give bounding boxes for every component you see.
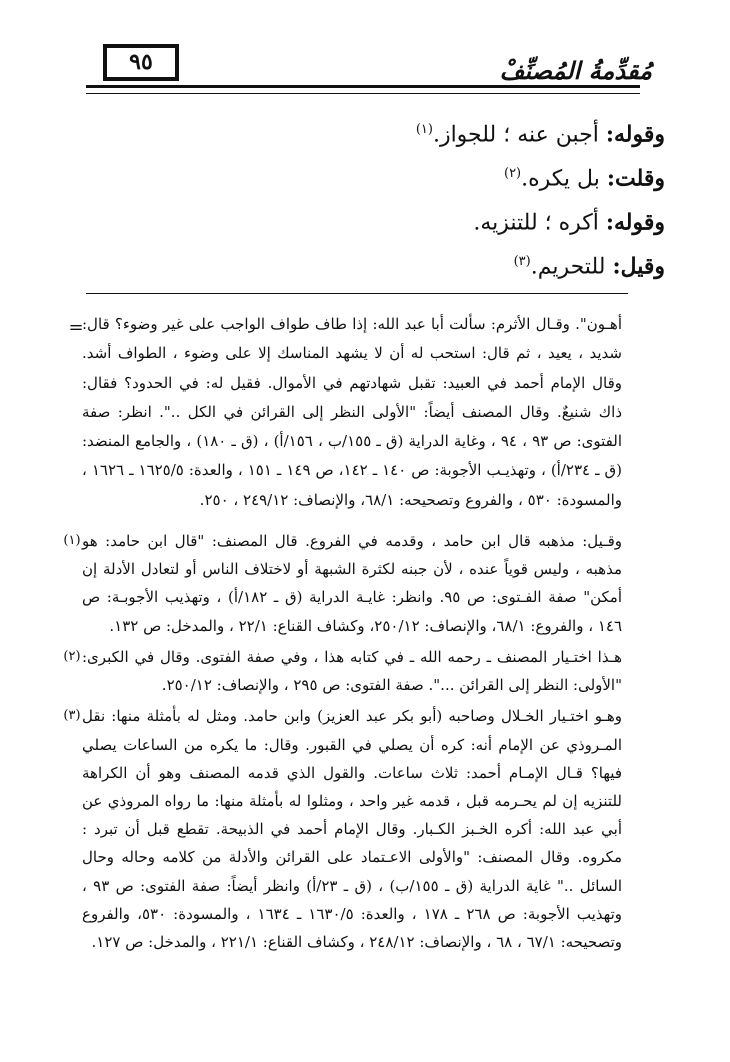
footnote-ref: (٣) [513, 254, 531, 269]
saying-line [105, 152, 665, 196]
saying-text: للتحريم. [530, 254, 606, 280]
saying-line [105, 196, 665, 240]
footnote-continued [0, 310, 730, 515]
header-rule-thin [86, 93, 640, 94]
footnote-marker: (١) [63, 533, 81, 549]
saying-text: أجبن عنه ؛ للجواز. [432, 122, 599, 148]
saying-line [105, 108, 665, 152]
footnote [0, 702, 730, 956]
footnote-text: هـذا اختـيار المصنف ـ رحمه الله ـ في كتابه هذا ، وفي صفة الفتوى. وقال في الكبرى: "الأولى: النظر إلى القرائن ...". صفة الفتوى: ص ٢٩٥ ، والإنصاف: ٢٥٠/١٢. [82, 647, 622, 695]
footnote-marker: (٣) [63, 708, 81, 724]
footnote-text: أهـون". وقـال الأثرم: سألت أبا عبد الله: إذا طاف طواف الواجب على غير وضوء؟ قال: شديد ، يعيد ، ثم قال: استحب له أن لا يشهد المناسك إلا على وضوء ، الطواف أشد. وقال الإمام أحمد في العبيد: تقبل شهادتهم في الأموال. فقيل له: في الحدود؟ فقال: ذاك شنيعٌ. وقال المصنف أيضاً: "الأولى النظر إلى القرائن في الكل ..". انظر: صفة الفتوى: ص ٩٣ ، ٩٤ ، وغاية الدراية (ق ـ ١٥٥/ب ، ١٥٦/أ) ، (ق ـ ١٨٠) ، والجامع المنضد: (ق ـ ٢٣٤/أ) ، وتهذيـب الأجوبة: ص ١٤٠ ـ ١٤٢، ص ١٤٩ ـ ١٥١ ، والعدة: ١٦٢٥/٥ ـ ١٦٢٦ ، والمسودة: ٥٣٠ ، والفروع وتصحيحه: ٦٨/١، والإنصاف: ٢٤٩/١٢ ، ٢٥٠. [82, 315, 623, 509]
saying-text: أكره ؛ للتنزيه. [473, 210, 599, 236]
footnote-text: وقـيل: مذهبه قال ابن حامد ، وقدمه في الفروع. قال المصنف: "قال ابن حامد: هو مذهبه ، وليس قوياً عنده ، لأن جبنه لكثرة الشبهة أو لاختلاف الناس أو لتعادل الأدلة إن أمكن" صفة الفـتوى: ص ٩٥. وانظر: غايـة الدراية (ق ـ ١٨٢/أ) ، وتهذيب الأجوبـة: ص ١٤٦ ، والفروع: ٦٨/١، والإنصاف: ٢٥٠/١٢، وكشاف القناع: ٢٢/١ ، والمدخل: ص ١٣٢. [82, 532, 622, 635]
footnote-marker: = [68, 317, 84, 338]
footnotes [0, 310, 730, 956]
saying-label: وقيل: [612, 253, 665, 280]
saying-label: وقلت: [606, 165, 665, 192]
sayings-list [105, 108, 665, 284]
footnote-ref: (١) [415, 122, 433, 137]
page-number: ٩٥ [103, 44, 179, 81]
running-header-title: مُقدِّمةُ المُصنِّفْ [499, 56, 652, 85]
footnote-separator [86, 293, 628, 294]
footnote-text: وهـو اختـيار الخـلال وصاحبه (أبو بكر عبد العزيز) وابن حامد. ومثل له بأمثلة منها: نقل المـروذي عن الإمام أنه: كره أن يصلي في القبور. وقال: ما يكره من الساعات يصلي فيها؟ قـال الإمـام أحمد: ثلاث ساعات. والقول الذي قدمه المصنف وهو أن الكراهة للتنزيه إن لم يحـرمه قبل ، قدمه غير واحد ، ومثلوا له بأمثلة منها: ما رواه المروذي عن أبي عبد الله: أكره الخـبز الكـبار. وقال الإمام أحمد في الذبيحة. تقطع قبل أن تبرد : مكروه. وقال المصنف: "والأولى الاعـتماد على القرائن والأدلة من كلامه وحاله وحال السائل .." غاية الدراية (ق ـ ١٥٥/ب) ، (ق ـ ٢٣/أ) وانظر أيضاً: صفة الفتوى: ص ٩٣ ، وتهذيب الأجوبة: ص ٢٦٨ ـ ١٧٨ ، والعدة: ١٦٣٠/٥ ـ ١٦٣٤ ، والمسودة: ٥٣٠، والفروع وتصحيحه: ٦٧/١ ، ٦٨ ، والإنصاف: ٢٤٨/١٢ ، وكشاف القناع: ٢٢١/١ ، والمدخل: ص ١٢٧. [82, 707, 622, 951]
header-rule-thick [86, 85, 640, 88]
footnote [0, 527, 730, 640]
saying-label: وقوله: [605, 121, 665, 148]
footnote [0, 643, 730, 699]
footnote-marker: (٢) [63, 648, 81, 664]
saying-text: بل يكره. [521, 166, 600, 192]
saying-label: وقوله: [605, 209, 665, 236]
footnote-ref: (٢) [503, 166, 522, 181]
saying-line [105, 240, 665, 284]
